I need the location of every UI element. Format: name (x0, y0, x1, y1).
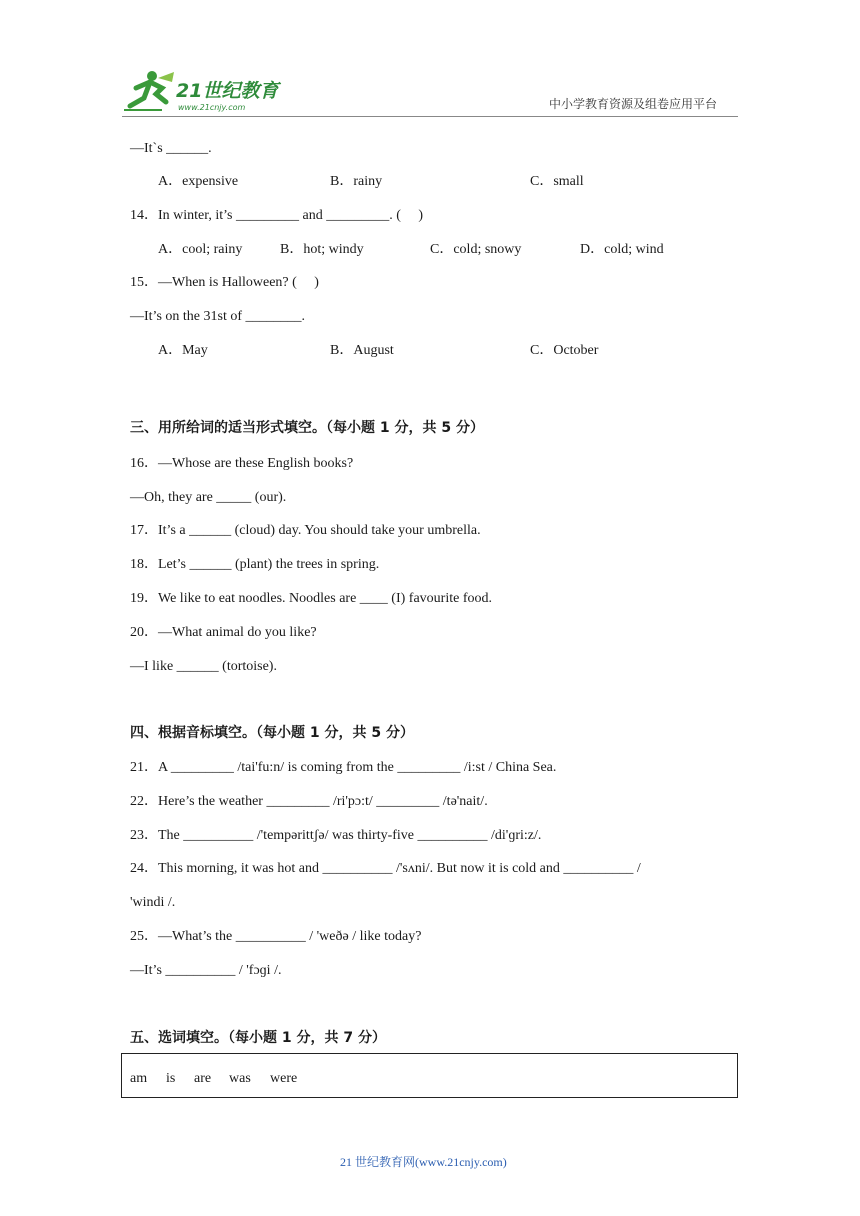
q14-option-c: C．cold; snowy (430, 242, 522, 257)
q24-stem: 24．This morning, it was hot and __________ /'sʌni/. But now it is cold and __________ / (130, 861, 641, 876)
footer-text: 21 世纪教育网(www.21cnjy.com) (340, 1155, 507, 1169)
q15-option-c: C．October (530, 343, 599, 358)
logo-url: www.21cnjy.com (178, 103, 246, 112)
logo (122, 68, 292, 116)
q15-answer-line: —It’s on the 31st of ________. (130, 309, 305, 324)
logo-text: 21世纪教育 (176, 80, 279, 102)
q17-stem: 17．It’s a ______ (cloud) day. You should take your umbrella. (130, 523, 481, 538)
header-divider (122, 116, 738, 117)
q13-option-a: A．expensive (158, 174, 239, 189)
word-bank-item: is (166, 1071, 176, 1086)
q25-stem: 25．—What’s the __________ / 'weðə / like today? (130, 929, 422, 944)
word-bank-item: am (130, 1071, 148, 1086)
word-bank-item: were (270, 1071, 298, 1086)
q20-answer-line: —I like ______ (tortoise). (130, 659, 277, 674)
q18-stem: 18．Let’s ______ (plant) the trees in spring. (130, 557, 380, 572)
q21-stem: 21．A _________ /tai'fu:n/ is coming from the _________ /i:st / China Sea. (130, 760, 557, 775)
q24-stem-continued: 'windi /. (130, 895, 176, 910)
q19-stem: 19．We like to eat noodles. Noodles are ____ (I) favourite food. (130, 591, 492, 606)
q25-answer-line: —It’s __________ / 'fɔɡi /. (130, 963, 282, 978)
q14-option-a: A．cool; rainy (158, 242, 243, 257)
q16-stem: 16．—Whose are these English books? (130, 456, 354, 471)
q16-answer-line: —Oh, they are _____ (our). (130, 490, 287, 505)
q14-option-b: B．hot; windy (280, 242, 364, 257)
q14-stem: 14．In winter, it’s _________ and _________. ( ) (130, 208, 424, 223)
header-tagline: 中小学教育资源及组卷应用平台 (549, 97, 718, 111)
q15-option-b: B．August (330, 343, 394, 358)
q23-stem: 23．The __________ /'tempərittʃə/ was thirty-five __________ /di'ɡri:z/. (130, 828, 542, 843)
q15-option-a: A．May (158, 343, 208, 358)
q13-answer-line: —It`s ______. (130, 141, 212, 156)
section5-title: 五、选词填空。（每小题 1 分，共 7 分） (130, 1030, 386, 1046)
word-bank-item: are (194, 1071, 212, 1086)
section4-title: 四、根据音标填空。（每小题 1 分，共 5 分） (130, 725, 414, 741)
q13-option-b: B．rainy (330, 174, 383, 189)
section3-title: 三、用所给词的适当形式填空。（每小题 1 分，共 5 分） (130, 420, 484, 436)
q15-stem: 15．—When is Halloween? ( ) (130, 275, 319, 290)
word-bank-box (121, 1053, 738, 1098)
word-bank-item: was (229, 1071, 251, 1086)
q13-option-c: C．small (530, 174, 584, 189)
q22-stem: 22．Here’s the weather _________ /ri'pɔ:t/ _________ /tə'nait/. (130, 794, 488, 809)
q20-stem: 20．—What animal do you like? (130, 625, 317, 640)
q14-option-d: D．cold; wind (580, 242, 664, 257)
